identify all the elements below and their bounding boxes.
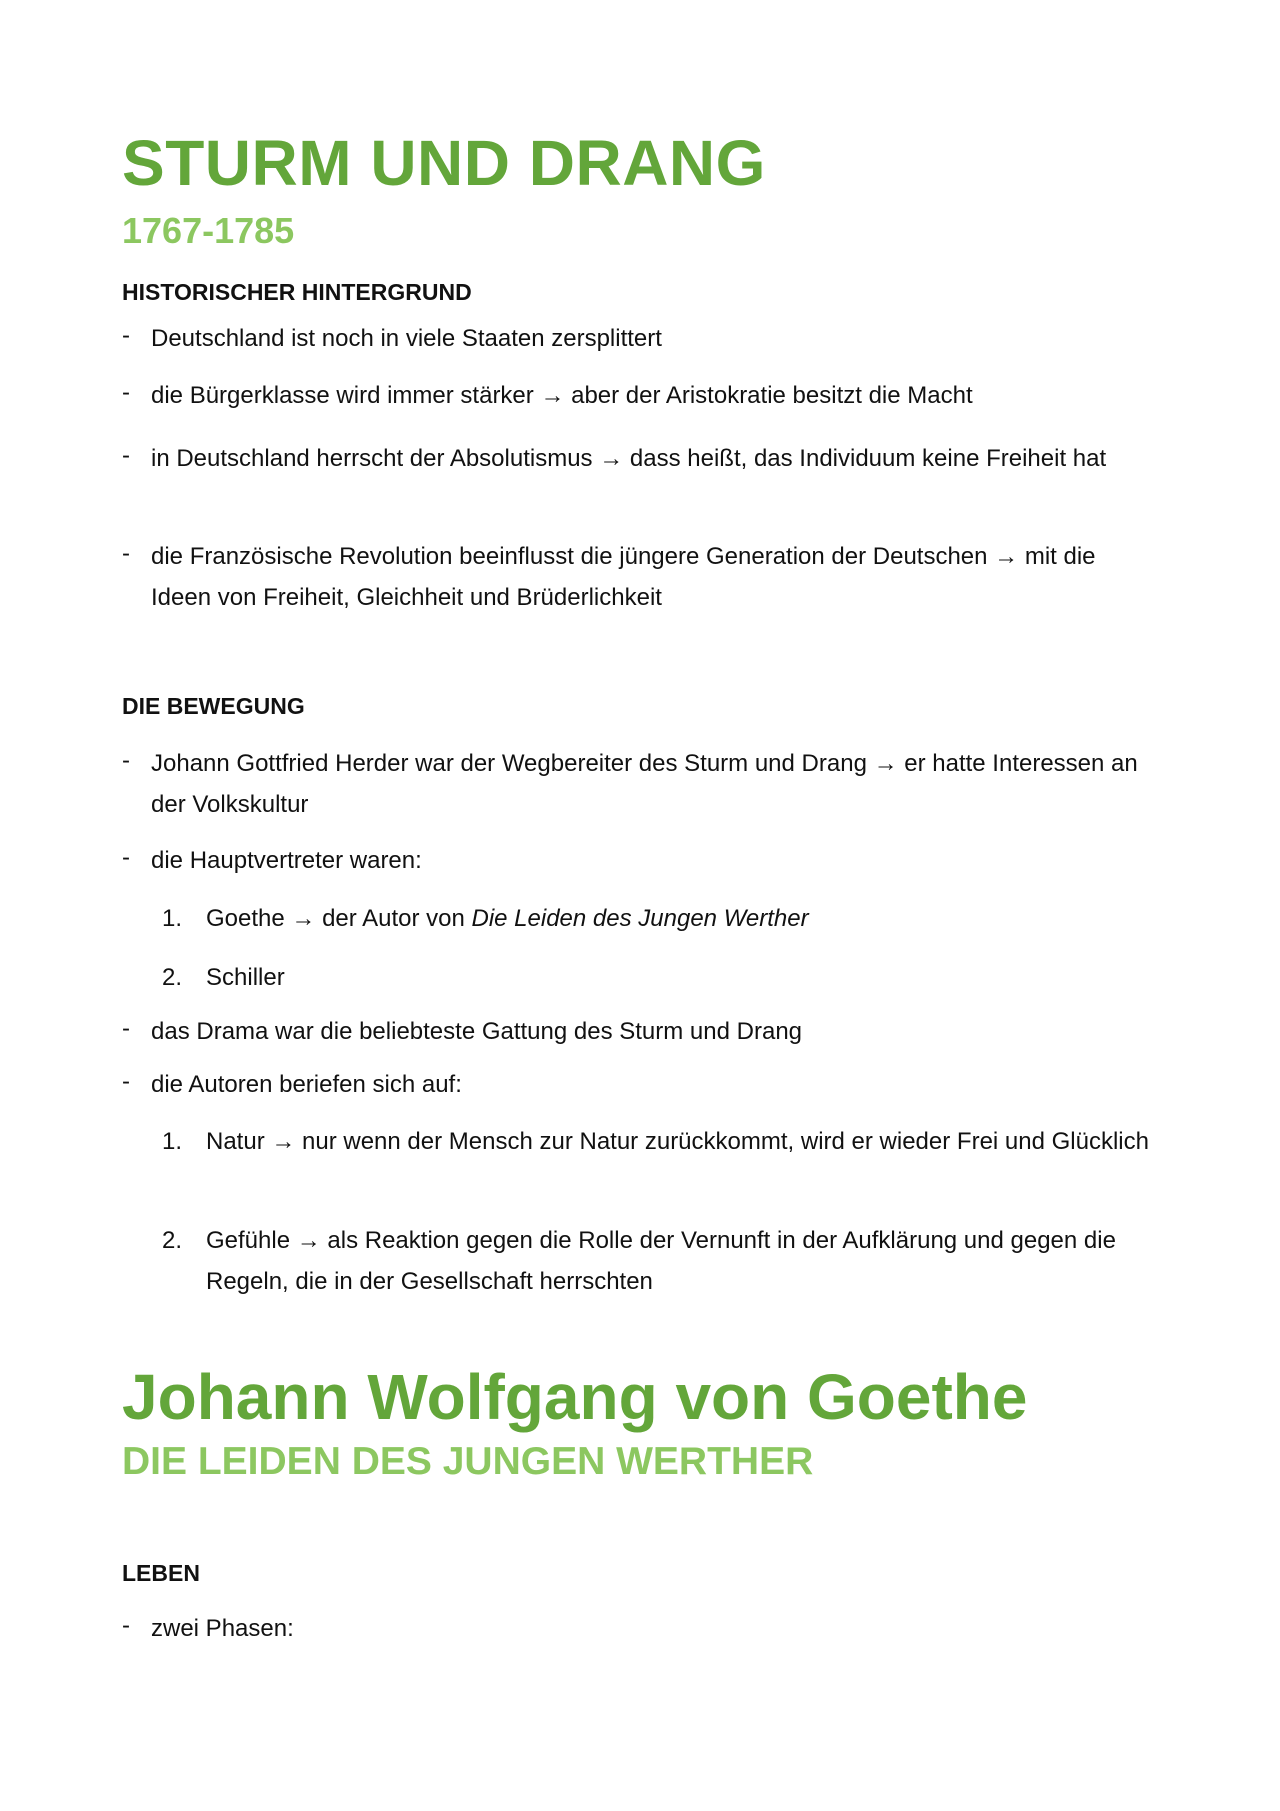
author-title: Johann Wolfgang von Goethe [122, 1361, 1028, 1433]
section-heading-historischer-hintergrund: HISTORISCHER HINTERGRUND [122, 279, 472, 305]
numbered-item: 2. Schiller [162, 964, 285, 991]
period-years: 1767-1785 [122, 210, 295, 251]
bullet-dash: - [122, 1068, 130, 1095]
numbered-item: 1. Goethe → der Autor von Die Leiden des Jungen Werther [162, 905, 809, 932]
list-item: - die Hauptvertreter waren: [122, 840, 1162, 881]
list-item: - die Autoren beriefen sich auf: [122, 1064, 1162, 1105]
numbered-item: 2. Gefühle → als Reaktion gegen die Rolle der Vernunft in der Aufklärung und gegen die Regeln, die in der Gesellschaft herrschten [162, 1227, 1116, 1295]
list-item: - die Französische Revolution beeinflusst die jüngere Generation der Deutschen → mit die Ideen von Freiheit, Gleichheit und Brüderlichkeit [122, 536, 1162, 618]
bullet-dash: - [122, 1015, 130, 1042]
bullet-dash: - [122, 844, 130, 871]
bullet-dash: - [122, 379, 130, 406]
section-heading-leben: LEBEN [122, 1560, 200, 1586]
list-item: - das Drama war die beliebteste Gattung des Sturm und Drang [122, 1011, 1162, 1052]
page-title: STURM UND DRANG [122, 127, 766, 199]
list-item: - in Deutschland herrscht der Absolutismus → dass heißt, das Individuum keine Freiheit hat [122, 438, 1162, 479]
book-title: Die Leiden des Jungen Werther [471, 905, 809, 932]
list-item: - Deutschland ist noch in viele Staaten zersplittert [122, 318, 1162, 359]
list-item: - Johann Gottfried Herder war der Wegbereiter des Sturm und Drang → er hatte Interessen an der Volkskultur [122, 743, 1162, 825]
work-subtitle: DIE LEIDEN DES JUNGEN WERTHER [122, 1440, 814, 1483]
bullet-dash: - [122, 540, 130, 567]
numbered-item: 1. Natur → nur wenn der Mensch zur Natur zurückkommt, wird er wieder Frei und Glücklich [162, 1128, 1149, 1155]
list-item: - zwei Phasen: [122, 1608, 1162, 1649]
bullet-dash: - [122, 322, 130, 349]
bullet-dash: - [122, 747, 130, 774]
bullet-dash: - [122, 442, 130, 469]
bullet-dash: - [122, 1612, 130, 1639]
section-heading-die-bewegung: DIE BEWEGUNG [122, 693, 305, 719]
list-item: - die Bürgerklasse wird immer stärker → aber der Aristokratie besitzt die Macht [122, 375, 1162, 416]
